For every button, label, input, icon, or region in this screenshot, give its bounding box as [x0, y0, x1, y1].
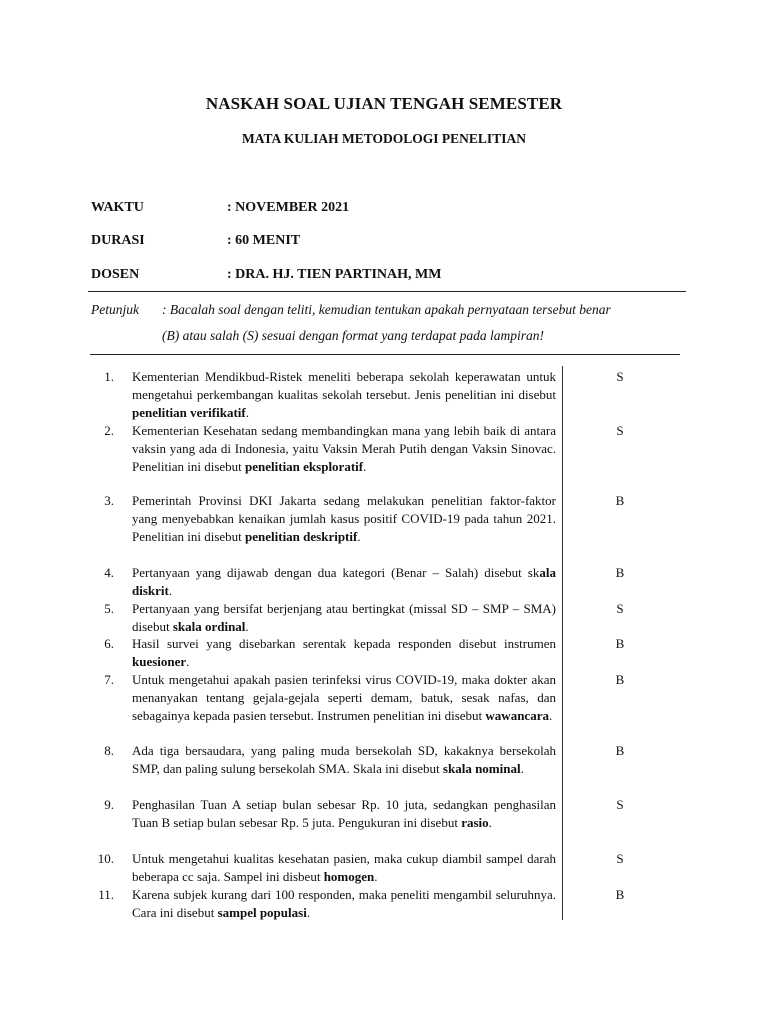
question-body: Pertanyaan yang bersifat berjenjang atau bertingkat (missal SD – SMP – SMA) disebut [132, 601, 556, 634]
question-number: 9. [104, 797, 114, 812]
question-number: 2. [104, 423, 114, 438]
question-text [132, 564, 556, 600]
instructions-label: Petunjuk [91, 302, 139, 317]
question-number: 8. [104, 743, 114, 758]
question-body: Pertanyaan yang dijawab dengan dua kategori (Benar – Salah) disebut sk [132, 565, 540, 580]
meta-row-durasi [91, 233, 300, 253]
question-body: Ada tiga bersaudara, yang paling muda bersekolah SD, kakaknya bersekolah SMP, dan paling sulung bersekolah SMA. Skala ini disebut [132, 743, 556, 776]
instructions-line-1 [91, 302, 611, 318]
question-tail: . [168, 583, 173, 598]
question-tail: . [374, 869, 378, 884]
question-tail: . [186, 654, 190, 669]
question-body: Pemerintah Provinsi DKI Jakarta sedang melakukan penelitian faktor-faktor yang menyebabkan kenaikan jumlah kasus positif COVID-19 pada tahun 2021. Penelitian ini disebut [132, 493, 556, 544]
answer-value: B [615, 743, 625, 758]
question-term: kuesioner [132, 654, 187, 669]
answer-value: S [616, 797, 624, 812]
meta-value: : NOVEMBER 2021 [227, 200, 350, 215]
question-term: penelitian eksploratif [245, 459, 364, 474]
answer-value: B [615, 565, 625, 580]
meta-value: : 60 MENIT [227, 233, 301, 248]
question-text [132, 850, 556, 886]
question-term: homogen [323, 869, 375, 884]
answer-value: S [616, 369, 624, 384]
answer-value: B [615, 672, 625, 687]
question-number: 11. [98, 887, 114, 902]
question-text [132, 600, 556, 636]
question-term: ala diskrit [132, 565, 556, 598]
question-number: 6. [104, 636, 114, 651]
question-body: Karena subjek kurang dari 100 responden, maka peneliti mengambil seluruhnya. Cara ini disebut [132, 887, 556, 920]
instructions-text-1: : Bacalah soal dengan teliti, kemudian tentukan apakah pernyataan tersebut benar [162, 302, 611, 317]
question-number: 10. [97, 851, 114, 866]
top-divider [88, 291, 686, 292]
answer-value: S [616, 851, 624, 866]
question-tail: . [488, 815, 492, 830]
question-tail: . [520, 761, 524, 776]
question-number: 7. [104, 672, 114, 687]
meta-label: DOSEN [91, 267, 140, 282]
answer-column-divider [562, 366, 563, 920]
question-tail: . [357, 529, 361, 544]
meta-label: WAKTU [91, 200, 144, 215]
course-subtitle: MATA KULIAH METODOLOGI PENELITIAN [242, 131, 526, 146]
question-term: penelitian verifikatif [132, 405, 246, 420]
instructions-divider [90, 354, 680, 355]
question-tail: . [306, 905, 311, 920]
question-body: Penghasilan Tuan A setiap bulan sebesar Rp. 10 juta, sedangkan penghasilan Tuan B setiap bulan sebesar Rp. 5 juta. Pengukuran ini disebut [132, 797, 556, 830]
question-number: 4. [104, 565, 114, 580]
document-title: NASKAH SOAL UJIAN TENGAH SEMESTER [205, 94, 563, 113]
question-body: Kementerian Kesehatan sedang membandingkan mana yang lebih baik di antara vaksin yang ada di Indonesia, yaitu Vaksin Merah Putih dengan Vaksin Sinovac. Penelitian ini disebut [132, 423, 556, 474]
question-term: penelitian deskriptif [245, 529, 358, 544]
question-tail: . [363, 459, 367, 474]
question-term: skala nominal [442, 761, 521, 776]
question-text [132, 671, 556, 725]
question-number: 5. [104, 601, 114, 616]
question-term: wawancara [485, 708, 549, 723]
question-body: Kementerian Mendikbud-Ristek meneliti beberapa sekolah keperawatan untuk mengetahui perkembangan kualitas sekolah tersebut. Jenis penelitian ini disebut [132, 369, 556, 402]
question-body: Untuk mengetahui apakah pasien terinfeksi virus COVID-19, maka dokter akan menanyakan tentang gejala-gejala seperti demam, batuk, sesak nafas, dan sebagainya kepada pasien tersebut. Instrumen penelitian ini disebut [132, 672, 556, 723]
question-text [132, 492, 556, 546]
question-text [132, 635, 556, 671]
meta-value: : DRA. HJ. TIEN PARTINAH, MM [227, 267, 442, 282]
question-term: skala ordinal [172, 619, 246, 634]
answer-value: B [615, 887, 625, 902]
question-text [132, 368, 556, 422]
question-number: 3. [104, 493, 114, 508]
question-text [132, 742, 556, 778]
question-text [132, 886, 556, 922]
meta-label: DURASI [91, 233, 145, 248]
answer-value: S [616, 423, 624, 438]
question-number: 1. [104, 369, 114, 384]
question-tail: . [245, 405, 249, 420]
meta-row-dosen [91, 267, 441, 287]
answer-value: S [616, 601, 624, 616]
question-body: Untuk mengetahui kualitas kesehatan pasien, maka cukup diambil sampel darah beberapa cc saja. Sampel ini disbeut [132, 851, 556, 884]
question-tail: . [245, 619, 249, 634]
meta-row-waktu [91, 200, 349, 220]
question-term: sampel populasi [217, 905, 307, 920]
instructions-text-2: (B) atau salah (S) sesuai dengan format yang terdapat pada lampiran! [162, 328, 544, 343]
question-term: rasio [461, 815, 489, 830]
answer-value: B [615, 493, 625, 508]
answer-value: B [615, 636, 625, 651]
question-text [132, 796, 556, 832]
question-body: Hasil survei yang disebarkan serentak kepada responden disebut instrumen [132, 636, 556, 651]
question-text [132, 422, 556, 476]
question-tail: . [548, 708, 553, 723]
